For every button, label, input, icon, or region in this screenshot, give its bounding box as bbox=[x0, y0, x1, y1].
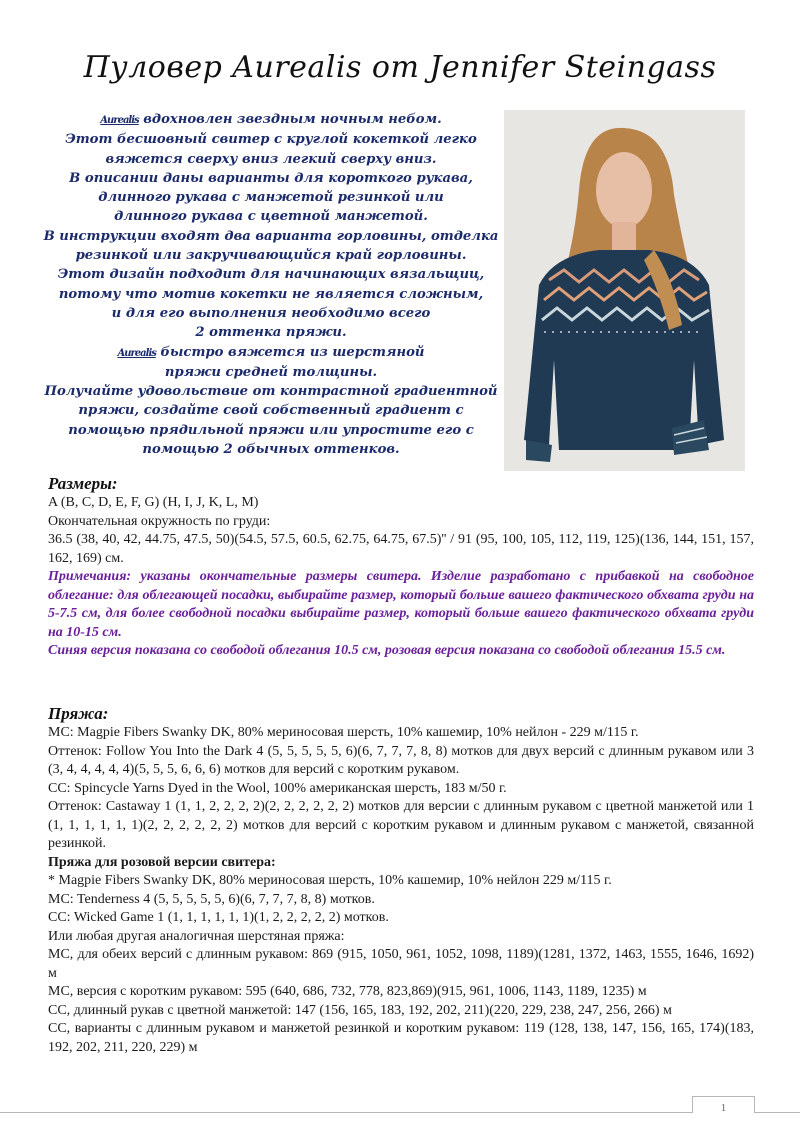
chest-values: 36.5 (38, 40, 42, 44.75, 47.5, 50)(54.5, 57.5, 60.5, 62.75, 64.75, 67.5)'' / 91 (95, 100, 105, 112, 119, 125)(136, 144, 151, 157, 162, 169) см. bbox=[48, 532, 754, 566]
sizes-notes-ease: Синяя версия показана со свободой облегания 10.5 см, розовая версия показана со свободой облегания 15.5 см. bbox=[48, 643, 726, 658]
intro-line bbox=[40, 304, 502, 323]
alt-mc-long: MC, для обеих версий с длинным рукавом: 869 (915, 1050, 961, 1052, 1098, 1189)(1281, 1372, 1463, 1555, 1646, 1692) м bbox=[48, 947, 754, 981]
intro-line bbox=[40, 130, 502, 149]
intro-line-text: Этот дизайн подходит для начинающих вязальщиц, bbox=[57, 267, 485, 283]
page-title: Пуловер Aurealis от Jennifer Steingass bbox=[83, 50, 717, 85]
intro-line bbox=[40, 150, 502, 169]
pink-yarn-cc: CC: Wicked Game 1 (1, 1, 1, 1, 1, 1)(1, 2, 2, 2, 2, 2) мотков. bbox=[48, 910, 389, 925]
intro-line bbox=[40, 401, 502, 420]
pink-yarn-base: * Magpie Fibers Swanky DK, 80% мериносовая шерсть, 10% кашемир, 10% нейлон 229 м/115 г. bbox=[48, 873, 612, 888]
chest-label: Окончательная окружность по груди: bbox=[48, 513, 271, 529]
intro-line bbox=[40, 382, 502, 401]
sweater-photo-illustration bbox=[504, 110, 745, 471]
intro-text bbox=[40, 110, 502, 459]
intro-line-text: пряжи, создайте свой собственный градиент с bbox=[78, 403, 464, 419]
yarn-mc-shade: Оттенок: Follow You Into the Dark 4 (5, 5, 5, 5, 5, 6)(6, 7, 7, 7, 8, 8) мотков для двух версий с длинным рукавом или 3 (3, 4, 4, 4, 4, 4)(5, 5, 5, 6, 6, 6) мотков для версий с коротким рукавом. bbox=[48, 743, 754, 777]
intro-line-text: и для его выполнения необходимо всего bbox=[111, 305, 431, 321]
intro-line bbox=[40, 440, 502, 459]
intro-line-text: В инструкции входят два варианта горловины, отделка bbox=[43, 228, 499, 244]
yarn-heading: Пряжа: bbox=[48, 704, 109, 723]
intro-line bbox=[40, 227, 502, 246]
intro-line-text: Этот бесшовный свитер с круглой кокеткой легко bbox=[65, 132, 477, 148]
intro-line-text: помощью 2 обычных оттенков. bbox=[142, 442, 400, 458]
intro-line-text: длинного рукава с цветной манжетой. bbox=[114, 209, 428, 225]
intro-line bbox=[40, 285, 502, 304]
intro-line bbox=[40, 207, 502, 226]
yarn-mc: MC: Magpie Fibers Swanky DK, 80% мериносовая шерсть, 10% кашемир, 10% нейлон - 229 м/115 г. bbox=[48, 725, 639, 740]
pink-version-heading: Пряжа для розовой версии свитера: bbox=[48, 854, 276, 870]
yarn-cc: CC: Spincycle Yarns Dyed in the Wool, 100% американская шерсть, 183 м/50 г. bbox=[48, 780, 507, 796]
model-photo bbox=[504, 110, 745, 471]
page-number: 1 bbox=[692, 1096, 755, 1113]
sizes-section bbox=[48, 494, 754, 661]
intro-line bbox=[40, 246, 502, 265]
intro-line-text: вяжется сверху вниз легкий сверху вниз. bbox=[105, 151, 437, 167]
pink-yarn-mc: MC: Tenderness 4 (5, 5, 5, 5, 5, 6)(6, 7, 7, 7, 8, 8) мотков. bbox=[48, 891, 375, 907]
intro-line-text: длинного рукава с манжетой резинкой или bbox=[98, 190, 444, 206]
alt-cc-long: CC, длинный рукав с цветной манжетой: 147 (156, 165, 183, 192, 202, 211)(220, 229, 238, 247, 256, 266) м bbox=[48, 1002, 672, 1018]
brand-word: Aurealis bbox=[100, 115, 139, 126]
intro-line bbox=[40, 110, 502, 130]
intro-line-text: пряжи средней толщины. bbox=[164, 364, 378, 380]
intro-line-text: потому что мотив кокетки не является сложным, bbox=[58, 286, 484, 302]
alt-mc-short: MC, версия с коротким рукавом: 595 (640, 686, 732, 778, 823,869)(915, 961, 1006, 1143, 1189, 1235) м bbox=[48, 984, 647, 999]
sizes-heading: Размеры: bbox=[48, 474, 118, 493]
yarn-section bbox=[48, 724, 754, 1057]
alt-yarn-label: Или любая другая аналогичная шерстяная пряжа: bbox=[48, 928, 345, 944]
intro-line-text: 2 оттенка пряжи. bbox=[195, 325, 347, 341]
alt-cc-other: CC, варианты с длинным рукавом и манжетой резинкой и коротким рукавом: 119 (128, 138, 147, 156, 165, 174)(183, 192, 202, 211, 220, 229) м bbox=[48, 1021, 754, 1055]
intro-line-text: В описании даны варианты для короткого рукава, bbox=[69, 170, 473, 186]
sizes-notes: Примечания: указаны окончательные размеры свитера. Изделие разработано с прибавкой на свободное облегание: для облегающей посадки, выбирайте размер, который больше вашего фактического обхвата груди на 5-7.5 см, для более свободной посадки выбирайте размер, который больше вашего фактического обхвата груди на 10-15 см. bbox=[48, 569, 754, 640]
intro-line-text: резинкой или закручивающийся край горловины. bbox=[75, 248, 467, 264]
intro-line-text: Получайте удовольствие от контрастной градиентной bbox=[44, 384, 498, 400]
intro-line bbox=[40, 421, 502, 440]
footer-divider bbox=[0, 1112, 693, 1113]
intro-line bbox=[40, 363, 502, 382]
brand-word: Aurealis bbox=[117, 347, 156, 359]
intro-line-text: вдохновлен звездным ночным небом. bbox=[138, 112, 442, 127]
intro-line bbox=[40, 188, 502, 207]
size-labels: A (B, C, D, E, F, G) (H, I, J, K, L, M) bbox=[48, 495, 259, 510]
intro-line bbox=[40, 169, 502, 188]
intro-line bbox=[40, 323, 502, 342]
intro-line-text: помощью прядильной пряжи или упростите его с bbox=[68, 422, 474, 438]
footer-divider-right bbox=[755, 1112, 800, 1113]
intro-line bbox=[40, 265, 502, 284]
yarn-cc-shade: Оттенок: Castaway 1 (1, 1, 2, 2, 2, 2)(2, 2, 2, 2, 2, 2) мотков для версии с длинным рукавом с цветной манжетой или 1 (1, 1, 1, 1, 1, 1)(2, 2, 2, 2, 2, 2) мотков для версий с коротким рукавом и длинным рукавом с манжетой, связанной резинкой. bbox=[48, 799, 754, 851]
intro-line bbox=[40, 343, 502, 363]
intro-line-text: быстро вяжется из шерстяной bbox=[155, 344, 425, 360]
